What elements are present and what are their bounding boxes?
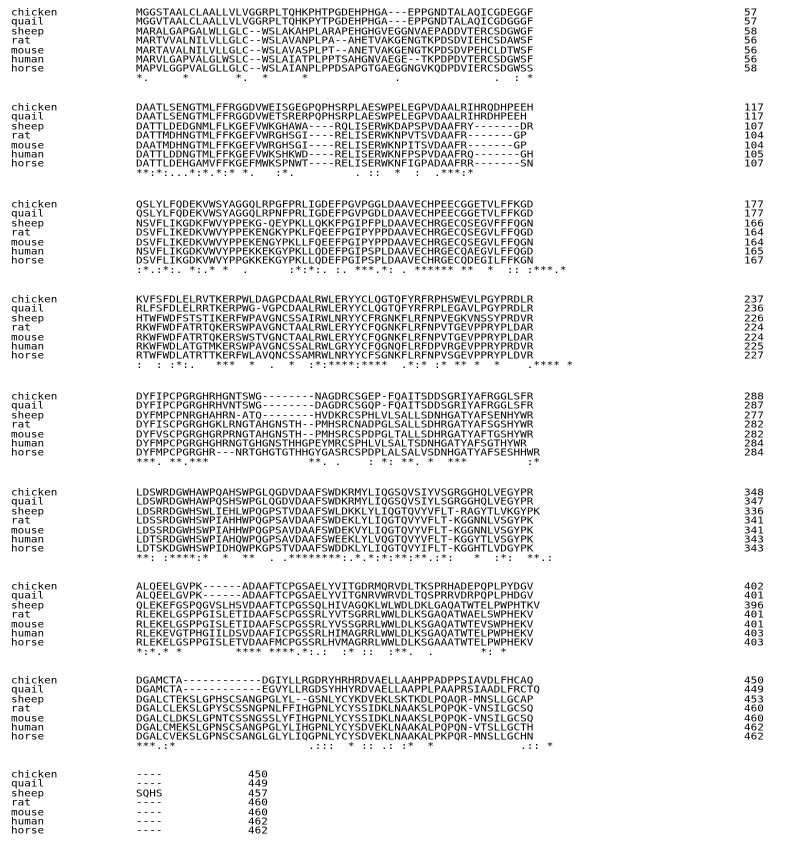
species-name: horse — [11, 447, 45, 459]
sequence-text: KVFSFDLELRVTKERPWLDAGPCDAALRWLERYYCLQGTQFYRFRPHSWEVLPGYPRDLR — [136, 294, 534, 306]
consensus-symbols: ***.:* .::: * :: .: :* * .:: * — [136, 740, 554, 752]
species-name: human — [11, 54, 45, 66]
species-name: rat — [11, 609, 31, 621]
species-name: horse — [11, 637, 45, 649]
sequence-text: DGALCTEKSLGPHSCSANGPGLYL--GSNLYCYKDVEKLSKTKDLPQAQR-MNSLLGCAP — [136, 693, 534, 706]
consensus-symbols: **: :****:* * ** . .********:.*.*:*:**:**.:*: * :*: **.: — [136, 552, 554, 564]
residue-position: 117 — [744, 111, 764, 123]
sequence-text: LDSWRDGWHAWPQAHSWPGLQGDVDAAFSWDKRMYLIQGSQVSIYVSGRGGHQLVEGYPR — [136, 487, 534, 499]
species-name: chicken — [11, 487, 58, 499]
species-name: quail — [11, 400, 45, 412]
residue-position: 167 — [744, 255, 764, 267]
sequence-text: LDSRRDGWHSWLIEHLWPQGPSTVDAAFSWLDKKLYLIQGTQVYVFLT-RAGYTLVKGYPK — [136, 505, 540, 518]
species-name: rat — [11, 515, 31, 527]
sequence-text: LDSWRDGWHAWPQSHSWPGLQGDVDAAFSWDKRMYLIQGSQVSIYLSGRGGHQLVEGYPR — [136, 496, 534, 508]
sequence-text: MARALGAPGALWLLGLC--WSLAKAHPLARAPEHGHGVEGGNVAEPADDVTERCSDGWGF — [136, 25, 534, 38]
species-name: human — [11, 438, 45, 450]
species-name: horse — [11, 543, 45, 555]
residue-position: 450 — [248, 769, 268, 781]
consensus-symbols: *. * *. * * . . : * — [136, 72, 534, 84]
residue-position: 460 — [248, 797, 268, 809]
residue-position: 224 — [744, 322, 764, 334]
sequence-text: DGALCLEKSLGPYSCSSNGPNLFFIHGPNLYCYSSIDKLNAAKSLPQPQK-VNSILGCSQ — [136, 703, 534, 715]
species-name: chicken — [11, 199, 58, 211]
sequence-text: LDSSRDGWHSWPIAHHWPQGPSAVDAAFSWDEKLYLIQGTQVYVFLT-KGGNNLVSGYPK — [136, 515, 534, 527]
sequence-text: DYFIPCPGRGHRHGNTSWG--------NAGDRCSGEP-FQAITSDDSGRIYAFRGGLSFR — [136, 391, 534, 403]
species-name: mouse — [11, 618, 45, 630]
species-name: human — [11, 534, 45, 546]
species-name: sheep — [11, 120, 45, 133]
sequence-text: RLEKELGSPPGISLETIDAAFSCPGSSRLYVSSGRRLWWLDLKSGAQATWTEVSWPHEKV — [136, 618, 534, 630]
residue-position: 227 — [744, 350, 764, 362]
species-name: mouse — [11, 139, 45, 151]
consensus-symbols: : : :*:. *** * . * :*:****:**** .*:* :* ** * * .**** * — [136, 359, 574, 371]
species-name: horse — [11, 731, 45, 743]
species-name: chicken — [11, 391, 58, 403]
sequence-text: DAATLSENGTMLFFRGGDVWEISGEGPQPHSRPLAESWPELEGPVDAALRIHRQDHPEEH — [136, 102, 534, 114]
sequence-text: QSLYLFQDEKVWSYAGGQLRPGFPRLIGDEFPGVPGGLDAAVECHPEECGGETVLFFKGD — [136, 199, 534, 211]
residue-position: 401 — [744, 590, 764, 602]
residue-position: 282 — [744, 419, 764, 431]
residue-position: 224 — [744, 331, 764, 343]
consensus-row — [0, 361, 811, 370]
species-name: rat — [11, 130, 31, 142]
residue-position: 56 — [744, 44, 758, 56]
sequence-text: RLEKELGSPPGISLETIDAAFSCPGSSRLYVTSGRRLWWLDLKSGAQATWAELSWPHEKV — [136, 609, 534, 621]
sequence-text: DATTMDHNGTMLFFKGEFVWRGHSGI----RELISERWKNPVTSVDAAFR-------GP — [136, 130, 527, 142]
residue-position: 336 — [744, 505, 764, 518]
sequence-text: DSVFLIKEDKVWVYPPEKENGYPKLLFQEEFPGIPYPPDAAVECHRGECQSEGVLFFQGN — [136, 236, 534, 248]
sequence-text: NSVFLIKGDKVWVYPPEKKEKGYPKLLQDEFPGIPSPLDAAVECHRGECQAEGVLFFQGD — [136, 246, 534, 258]
consensus-row — [0, 169, 811, 178]
species-name: human — [11, 816, 45, 828]
sequence-text: DSVFLIKEDKVWVYPPEKENGKYPKLFQEEFPGIPYPPDAAVECHRGECQSEGVLFFQGD — [136, 227, 534, 239]
sequence-row — [0, 798, 811, 807]
sequence-text: ---- — [136, 825, 163, 837]
residue-position: 462 — [248, 816, 268, 828]
sequence-text: DATTLDEDGNMLFLKGEFVWKGHAWA----RQLISERWKDAPSPVDAAFRY-------DR — [136, 120, 534, 133]
sequence-text: DYFMPCPNRGHAHRN-ATQ--------HVDKRCSPHLVLSALLSDNHGATYAFSENHYWR — [136, 409, 534, 422]
sequence-text: RKWFWDLATGTMKERSWPAVGNCSSALRWLGRYYCFQGNQFLRFDPVRGEVPPRYPRDVR — [136, 341, 534, 353]
residue-position: 457 — [248, 787, 268, 800]
species-name: chicken — [11, 7, 58, 19]
residue-position: 177 — [744, 199, 764, 211]
sequence-text: ---- — [136, 769, 163, 781]
residue-position: 460 — [248, 806, 268, 818]
consensus-row — [0, 458, 811, 467]
residue-position: 107 — [744, 158, 764, 170]
residue-position: 237 — [744, 294, 764, 306]
residue-position: 403 — [744, 637, 764, 649]
consensus-row — [0, 648, 811, 657]
sequence-row — [0, 789, 811, 798]
sequence-text: MGGVTAALCLAALLVLVGGRPLTQHKPYTPGDEHPHGA---EPPGNDTALAQICGDGGGF — [136, 16, 534, 28]
sequence-text: NSVFLIKGDKFWVYPPEKG-QEYPKLLQKKFPGIPFPLDAAVECHRGECQSEGVFFFQGN — [136, 217, 534, 230]
species-name: human — [11, 628, 45, 640]
consensus-symbols: ***. **.*** **. . : *: **. * *** :* — [136, 456, 540, 468]
species-name: chicken — [11, 769, 58, 781]
residue-position: 277 — [744, 409, 764, 422]
residue-position: 460 — [744, 712, 764, 724]
residue-position: 462 — [744, 722, 764, 734]
species-name: quail — [11, 496, 45, 508]
species-name: chicken — [11, 581, 58, 593]
sequence-text: DGALCLDKSLGPNTCSSNGSSLYFIHGPNLYCYSSIDKLNAAKSLPQPQK-VNSILGCSQ — [136, 712, 534, 724]
species-name: rat — [11, 419, 31, 431]
sequence-text: MARVLGAPVALGLWSLC--WSLAIATPLPPTSAHGNVAEGE--TKPDPDVTERCSDGWSF — [136, 54, 534, 66]
consensus-symbols: *:*.* * **** ****.*:.: :* :: :**. . *: * — [136, 646, 507, 658]
species-name: horse — [11, 350, 45, 362]
species-name: sheep — [11, 312, 45, 325]
residue-position: 164 — [744, 227, 764, 239]
residue-position: 462 — [248, 825, 268, 837]
residue-position: 449 — [744, 684, 764, 696]
residue-position: 164 — [744, 236, 764, 248]
sequence-text: DSVFLIKGDKVWVYPPGKKEKGYPKLLQDEFPGIPSPLDAAVECHRGECQDEGILFFKGN — [136, 255, 534, 267]
sequence-text: MARTAVALNILVLLGLC--WSLAVASPLPT--ANETVAKGENGTKPDSDVPEHCLDTWSF — [136, 44, 534, 56]
species-name: quail — [11, 590, 45, 602]
sequence-text: LDTSKDGWHSWPIDHQWPKGPSTVDAAFSWDDKLYLIQGTQVYIFLT-KGGHTLVDGYPK — [136, 543, 534, 555]
residue-position: 449 — [248, 778, 268, 790]
sequence-text: QSLYLFQDEKVWSYAGGQLRPNFPRLIGDEFPGVPGDLDAAVECHPEECGGETVLFFKGD — [136, 208, 534, 220]
residue-position: 450 — [744, 675, 764, 687]
residue-position: 453 — [744, 693, 764, 706]
species-name: horse — [11, 825, 45, 837]
species-name: quail — [11, 111, 45, 123]
species-name: chicken — [11, 294, 58, 306]
sequence-text: DYFVSCPGRGHGRPRNGTAHGNSTH--PMHSRCSPDPGLTALLSDHRGATYAFTGSHYWR — [136, 428, 534, 440]
residue-position: 177 — [744, 208, 764, 220]
sequence-text: RKWFWDFATRTQKERSWSTVGNCTAALRWLERYYCFQGNKFLRFNPVTGEVPPRYPLDAR — [136, 331, 534, 343]
consensus-row — [0, 266, 811, 275]
sequence-text: ---- — [136, 806, 163, 818]
residue-position: 104 — [744, 139, 764, 151]
residue-position: 348 — [744, 487, 764, 499]
residue-position: 460 — [744, 703, 764, 715]
residue-position: 343 — [744, 534, 764, 546]
residue-position: 117 — [744, 102, 764, 114]
consensus-symbols: :*.:*:. *:.* * . :*:*:. :. ***.*: . ****** ** * :: :***.* — [136, 264, 567, 276]
residue-position: 225 — [744, 341, 764, 353]
sequence-text: RLFSFDLELRRTKERPWG-VGPCDAALRWLERYYCLQGTQFYRFRPLEGAVLPGYPRDLR — [136, 303, 534, 315]
sequence-text: DYFIPCPGRGHRHVNTSWG--------DAGDRCSGQP-FQAITSDDSGRIYAFRGGLSFR — [136, 400, 534, 412]
consensus-symbols: **:*:...*:*.*:* *. :*. . :: * : .***:* — [136, 167, 474, 179]
sequence-text: HTWFWDFSTSTIKERFWPAVGNCSSAIRWLNRYYCFRGNKFLRFNPVEGKVNSSYPRDVR — [136, 312, 534, 325]
sequence-text: DGAMCTA------------EGVYLLRGDSYHHYRDVAELLAAPPLPAAPRSIAADLFRCTQ — [136, 684, 540, 696]
sequence-text: QLEKEFGSPQGVSLHSVDAAFTCPGSSQLHIVAGQKLWLWDLDKLGAQATWTELPWPHTKV — [136, 599, 540, 612]
sequence-text: MGGSTAALCLAALLVLVGGRPLTQHKPHTPGDEHPHGA---EPPGNDTALAQICGDEGGF — [136, 7, 534, 19]
species-name: sheep — [11, 787, 45, 800]
residue-position: 341 — [744, 524, 764, 536]
species-name: sheep — [11, 693, 45, 706]
species-name: rat — [11, 35, 31, 47]
sequence-text: DAATLSENGTMLFFRGGDVWETSRERPQPHSRPLAESWPELEGPVDAALRIHRDHPEEH — [136, 111, 527, 123]
sequence-text: ALQEELGVPK------ADAAFTCPGSAELYVITGNRVWRVDLTQSPRRVDRPQPLPHDGV — [136, 590, 534, 602]
species-name: human — [11, 722, 45, 734]
species-name: sheep — [11, 409, 45, 422]
sequence-row — [0, 826, 811, 835]
species-name: rat — [11, 703, 31, 715]
species-name: mouse — [11, 331, 45, 343]
residue-position: 56 — [744, 35, 758, 47]
sequence-text: DATTLDEHGAMVFFKGEFMWKSPNWT----RELISERWKNFIGPADAAFRR-------SN — [136, 158, 534, 170]
sequence-text: DYFMPCPGRGHR---NRTGHGTGTHHGYGASRCSPDPLALSALVSDNHGATYAFSESHHWR — [136, 447, 540, 459]
residue-position: 58 — [744, 25, 758, 38]
species-name: rat — [11, 797, 31, 809]
residue-position: 57 — [744, 16, 758, 28]
species-name: mouse — [11, 712, 45, 724]
species-name: quail — [11, 303, 45, 315]
residue-position: 105 — [744, 149, 764, 161]
sequence-row — [0, 808, 811, 817]
sequence-text: RKWFWDFATRTQKERSWPAVGNCTAALRWLERYYCFQGNKFLRFNPVTGEVPPRYPLDAR — [136, 322, 534, 334]
sequence-text: ---- — [136, 816, 163, 828]
species-name: quail — [11, 16, 45, 28]
residue-position: 236 — [744, 303, 764, 315]
sequence-text: DYFISCPGRGHGKLRNGTAHGNSTH--PMHSRCNADPGLSALLSDHRGATYAFSGSHYWR — [136, 419, 534, 431]
sequence-text: DGALCVEKSLGPNSCSANGLGLYLIQGPNLYCYSDVEKLNAAKALPKPQR-MNSLLGCHN — [136, 731, 534, 743]
sequence-text: RLEKELGSPPGISLETVDAAFMCPGSSRLHVMAGRRLWWLDLKSGAAATWTELPWPHEKV — [136, 637, 534, 649]
sequence-text: DGALCMEKSLGPNSCSANGPGLYLIHGPNLYCYSDVEKLNAAKALPQPQN-VTSLLGCTH — [136, 722, 534, 734]
residue-position: 284 — [744, 438, 764, 450]
residue-position: 343 — [744, 543, 764, 555]
residue-position: 287 — [744, 400, 764, 412]
sequence-text: DATTLDDNGTMLFFKGEFVWKSHKWD----RELISERWKNFPSPVDAAFRQ-------GH — [136, 149, 534, 161]
sequence-row — [0, 779, 811, 788]
species-name: human — [11, 149, 45, 161]
consensus-row — [0, 74, 811, 83]
residue-position: 166 — [744, 217, 764, 230]
sequence-text: LDSSRDGWHSWPIAHHWPQGPSAVDAAFSWDEKVYLIQGTQVYVFLT-KGGNNLVSGYPK — [136, 524, 534, 536]
residue-position: 104 — [744, 130, 764, 142]
species-name: rat — [11, 322, 31, 334]
sequence-text: RLEKEVGTPHGIILDSVDAAFICPGSSRLHIMAGRRLWWLDLKSGAQATWTELPWPHEKV — [136, 628, 534, 640]
residue-position: 58 — [744, 63, 758, 75]
species-name: mouse — [11, 524, 45, 536]
residue-position: 226 — [744, 312, 764, 325]
species-name: chicken — [11, 102, 58, 114]
species-name: quail — [11, 778, 45, 790]
species-name: rat — [11, 227, 31, 239]
sequence-text: DYFMPCPGRGHGHRNGTGHGNSTHHGPEYMRCSPHLVLSALTSDNHGATYAFSGTHYWR — [136, 438, 527, 450]
species-name: mouse — [11, 428, 45, 440]
residue-position: 56 — [744, 54, 758, 66]
sequence-text: ALQEELGVPK------ADAAFTCPGSAELYVITGDRMQRVDLTKSPRHADEPQPLPYDGV — [136, 581, 534, 593]
residue-position: 462 — [744, 731, 764, 743]
sequence-text: SQHS — [136, 787, 163, 800]
species-name: quail — [11, 684, 45, 696]
residue-position: 107 — [744, 120, 764, 133]
sequence-text: DGAMCTA------------DGIYLLRGDRYHRHRDVAELLAAHPPADPPSIAVDLFHCAQ — [136, 675, 534, 687]
residue-position: 288 — [744, 391, 764, 403]
residue-position: 57 — [744, 7, 758, 19]
species-name: mouse — [11, 806, 45, 818]
species-name: sheep — [11, 25, 45, 38]
species-name: sheep — [11, 599, 45, 612]
residue-position: 396 — [744, 599, 764, 612]
residue-position: 402 — [744, 581, 764, 593]
sequence-text: ---- — [136, 778, 163, 790]
consensus-row — [0, 742, 811, 751]
residue-position: 165 — [744, 246, 764, 258]
species-name: horse — [11, 255, 45, 267]
sequence-text: ---- — [136, 797, 163, 809]
residue-position: 347 — [744, 496, 764, 508]
species-name: human — [11, 341, 45, 353]
residue-position: 403 — [744, 628, 764, 640]
sequence-text: RTWFWDLATRTTKERFWLAVQNCSSAMRWLNRYYCFSGNKFLRFNPVSGEVPPRYPLDVR — [136, 350, 534, 362]
sequence-text: MAPVLGGPVALGLLGLC--WSLAIANPLPPDSAPGTGAEGGNGVKQDPDVIERCSDGWSS — [136, 63, 534, 75]
residue-position: 341 — [744, 515, 764, 527]
consensus-row — [0, 554, 811, 563]
species-name: horse — [11, 63, 45, 75]
species-name: chicken — [11, 675, 58, 687]
species-name: mouse — [11, 236, 45, 248]
species-name: mouse — [11, 44, 45, 56]
species-name: sheep — [11, 217, 45, 230]
sequence-text: MARTVVALNILVLLGLC--WSLAVANPLPA--AHETVAKGENGTKPDSDVIEHCSDAWSF — [136, 35, 534, 47]
species-name: human — [11, 246, 45, 258]
residue-position: 401 — [744, 609, 764, 621]
residue-position: 284 — [744, 447, 764, 459]
species-name: quail — [11, 208, 45, 220]
sequence-text: LDTSRDGWHSWPIAHQWPQGPSAVDAAFSWEEKLYLVQGTQVYVFLT-KGGYTLVSGYPK — [136, 534, 534, 546]
sequence-text: DAATMDHNGTMLFFKGEFVWRGHSGI----RELISERWKNPITSVDAAFR-------GP — [136, 139, 527, 151]
species-name: horse — [11, 158, 45, 170]
residue-position: 282 — [744, 428, 764, 440]
species-name: sheep — [11, 505, 45, 518]
residue-position: 401 — [744, 618, 764, 630]
